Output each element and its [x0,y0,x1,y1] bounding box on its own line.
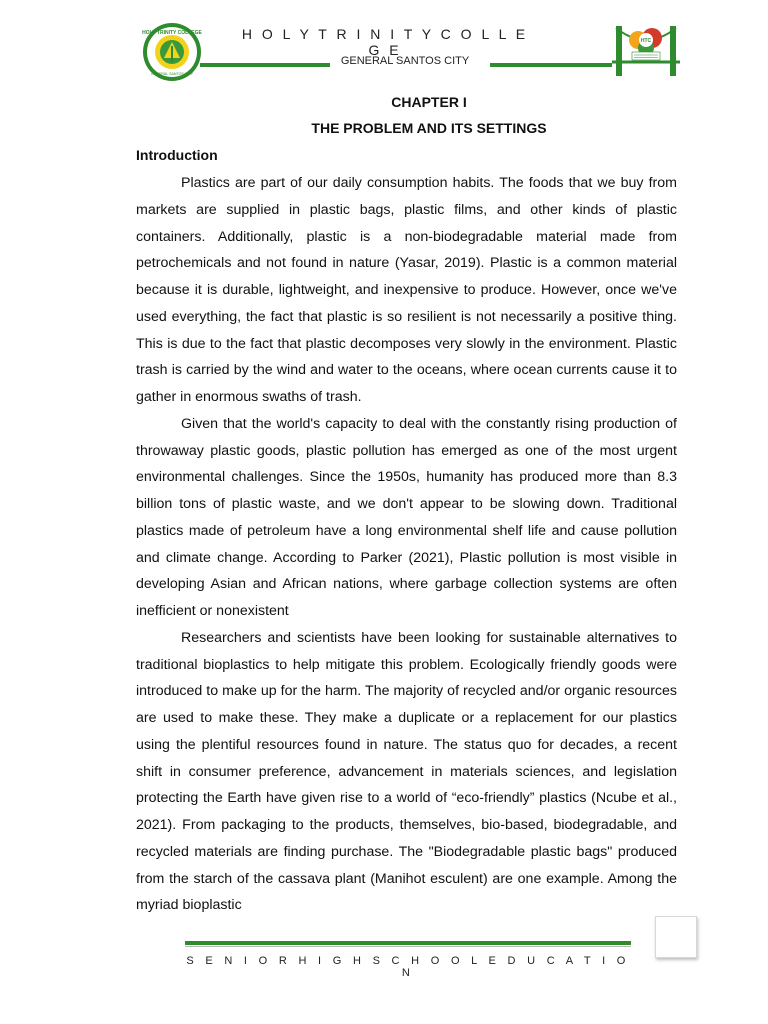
seal-text: HOLY TRINITY COLLEGE [142,30,202,36]
college-city: GENERAL SANTOS CITY [340,55,470,67]
chapter-subtitle: THE PROBLEM AND ITS SETTINGS [311,120,547,136]
footer-text: S E N I O R H I G H S C H O O L E D U C A T I O N [186,955,630,979]
paragraph: Given that the world's capacity to deal with the constantly rising production of throwaway plastic goods, plastic pollution has emerged as one of the most urgent environmental challenges. Since the 1950s, humanity has produced more than 8.3 billion tons of plastic waste, and we don't appear to be slowing down. Traditional plastics made of petroleum have a long environmental shelf life and cause pollution and climate change. According to Parker (2021), Plastic pollution is most visible in developing Asian and African nations, where garbage collection systems are often inefficient or nonexistent [136,415,677,619]
footer-rule [185,941,631,945]
seal-subtext: GENERAL SANTOS CITY [151,72,193,76]
chapter-title: CHAPTER I [391,94,467,110]
header-rule-right [490,63,612,67]
anniversary-emblem-logo [608,18,684,80]
college-seal-logo [142,22,202,82]
emblem-badge-text: HTC [640,38,652,44]
paragraph: Plastics are part of our daily consumption habits. The foods that we buy from markets are supplied in plastic bags, plastic films, and other kinds of plastic containers. Additionally, plastic is a non-biodegradable material made from petrochemicals and not found in nature (Yasar, 2019). Plastic is a common material because it is durable, lightweight, and inexpensive to produce. However, once we've used everything, the fact that plastic is so resilient is not necessarily a positive thing. This is due to the fact that plastic decomposes very slowly in the environment. Plastic trash is carried by the wind and water to the oceans, where ocean currents cause it to gather in enormous swaths of trash. [136,175,677,405]
paragraph: Researchers and scientists have been looking for sustainable alternatives to traditional bioplastics to help mitigate this problem. Ecologically friendly goods were introduced to make up for the harm. The majority of recycled and/or organic resources are used to make these. They make a duplicate or a replacement for our plastics using the plentiful resources found in nature. The status quo for decades, a recent shift in consumer preference, advancement in materials sciences, and legislation protecting the Earth have given rise to a world of “eco-friendly” plastics (Ncube et al., 2021). From packaging to the products, themselves, bio-based, biodegradable, and recycled materials are finding purchase. The "Biodegradable plastic bags" produced from the starch of the cassava plant (Manihot esculent) are one example. Among the myriad bioplastic [136,629,677,914]
footer-rule-shadow [185,946,631,947]
body-text [136,170,677,919]
page-number-box [655,916,697,958]
college-name: H O L Y T R I N I T Y C O L L E G E [241,26,529,58]
header-rule-left [200,63,330,67]
section-heading: Introduction [136,147,218,163]
